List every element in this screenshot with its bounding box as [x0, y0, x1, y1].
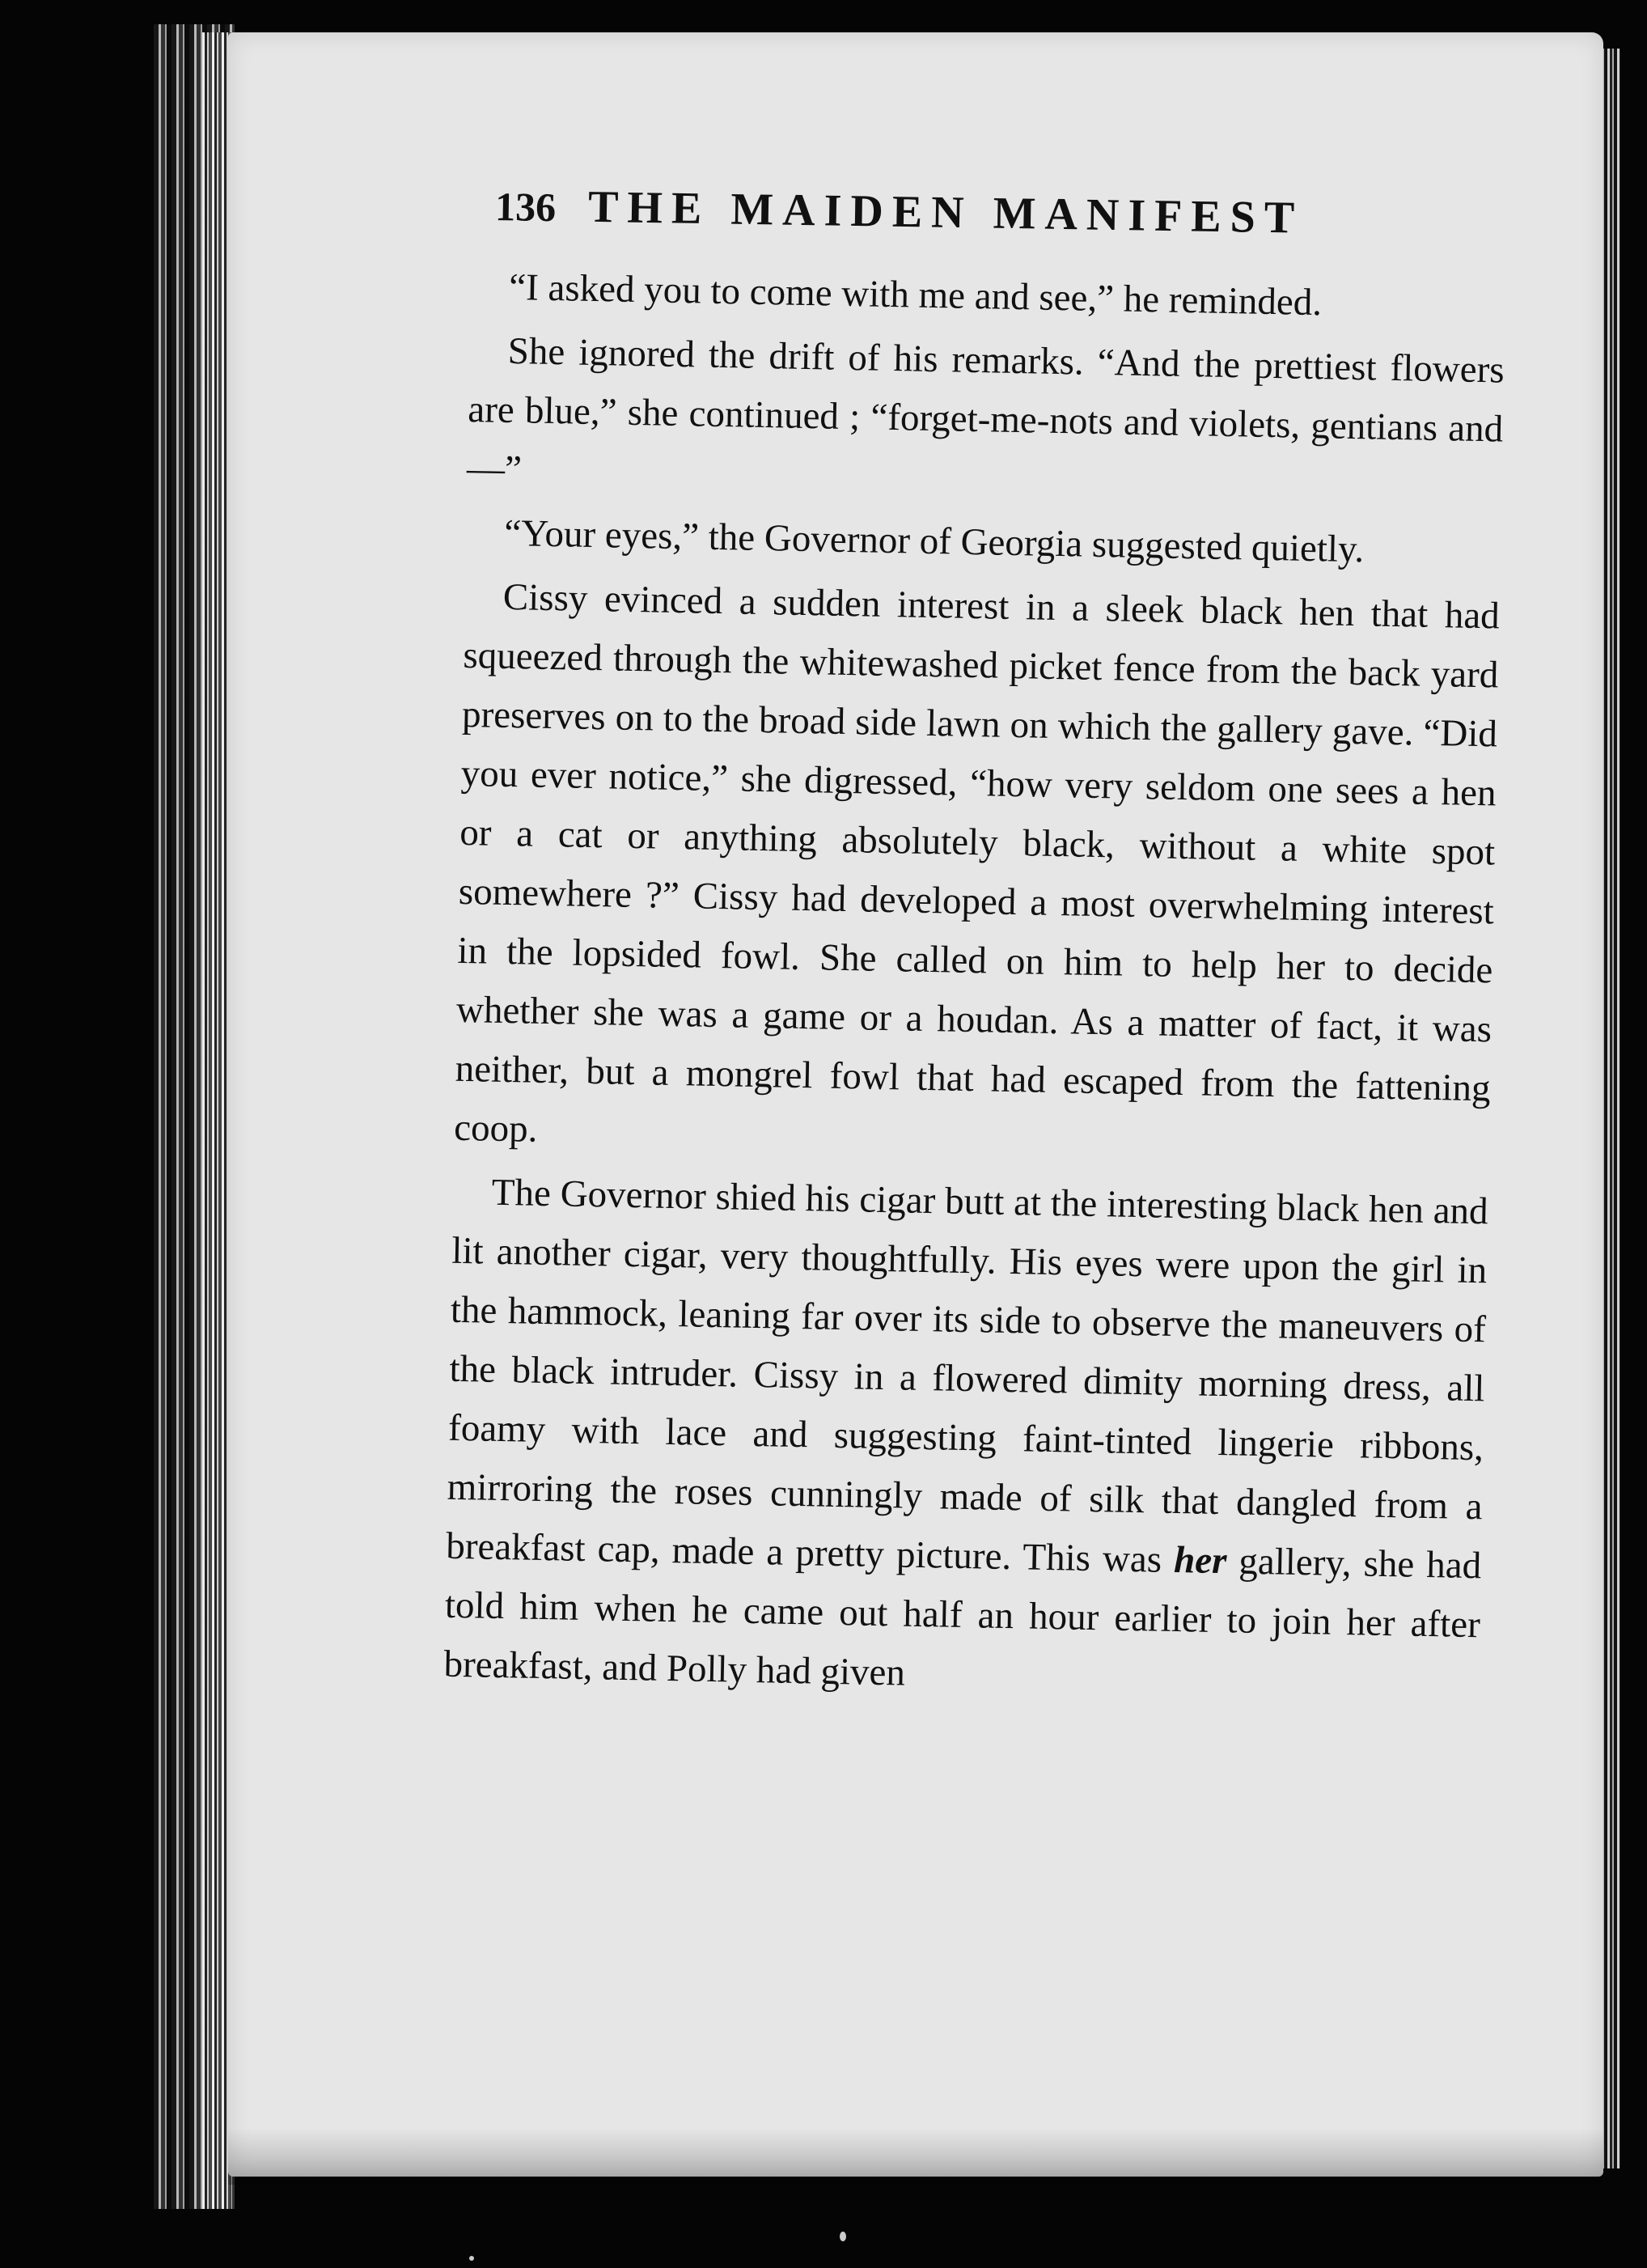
body-text — [443, 257, 1506, 1719]
page-number: 136 — [494, 184, 557, 231]
paragraph-2: She ignored the drift of his remarks. “And the prettiest flowers are blue,” she continued ; “forget-me-nots and violets, gentians and —” — [466, 329, 1505, 491]
paragraph-5 — [443, 1163, 1488, 1714]
paragraph-4: Cissy evinced a sudden interest in a sleek black hen that had squeezed through the whitewashed picket fence from the back yard preserves on to the broad side lawn on which the gallery gave. “Did you ever notice,” she digressed, “how very seldom one sees a hen or a cat or anything absolutely black, without a white spot somewhere ?” Cissy had developed a most overwhelming interest in the lopsided fowl. She called on him to help her to decide whether she was a game or a houdan. As a matter of fact, it was neither, but a mongrel fowl that had escaped from the fattening coop. — [453, 575, 1501, 1151]
paragraph-3: “Your eyes,” the Governor of Georgia suggested quietly. — [503, 511, 1365, 571]
paragraph-1: “I asked you to come with me and see,” he reminded. — [508, 265, 1323, 324]
paragraph-5-part-1: The Governor shied his cigar butt at the interesting black hen and lit another cigar, very thoughtfully. His eyes were upon the girl in the hammock, leaning far over its side to observe the maneuvers of the black intruder. Cissy in a flowered dimity morning dress, all foamy with lace and suggesting faint-tinted lingerie ribbons, mirroring the roses cunningly made of silk that dangled from a breakfast cap, made a pretty picture. This was — [445, 1171, 1489, 1581]
paragraph-5-italic-word: her — [1173, 1538, 1227, 1583]
running-title: THE MAIDEN MANIFEST — [587, 181, 1304, 244]
scan-speck — [469, 2256, 474, 2261]
scan-speck — [840, 2232, 846, 2241]
book-page-edges-left — [202, 32, 231, 2209]
paragraph-5-part-2: gallery, she had told him when he came out half an hour earlier to join her after breakfast, and Polly had given — [443, 1540, 1482, 1694]
page-bottom-shadow — [228, 2128, 1603, 2185]
